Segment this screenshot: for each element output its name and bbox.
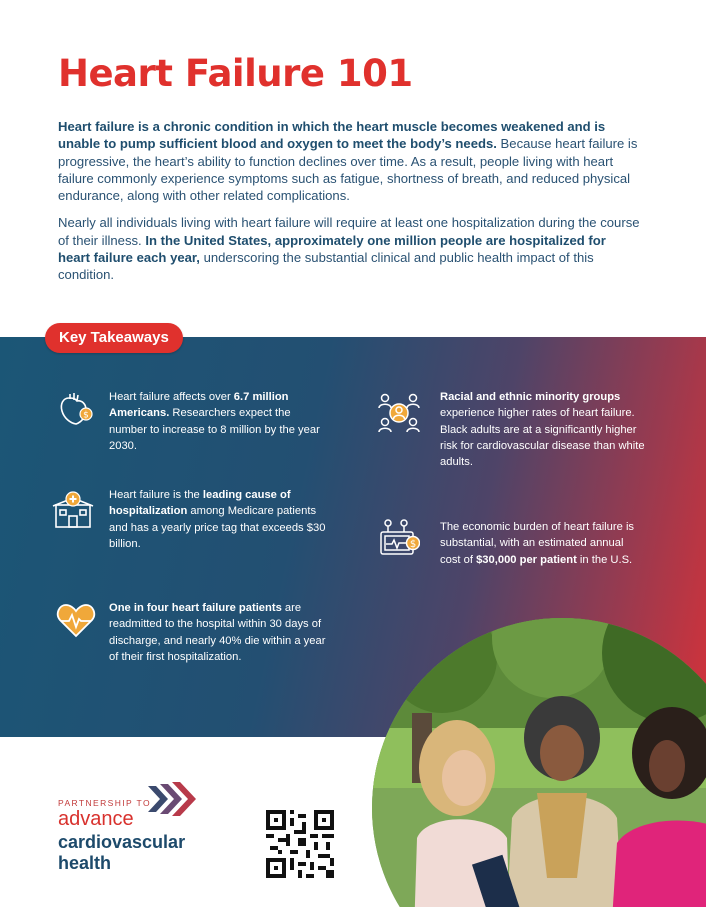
takeaway-5: The economic burden of heart failure is substantial, with an estimated annual cost of $30,000 per patient in the U.S. bbox=[440, 521, 635, 566]
logo-partnership-to: PARTNERSHIP TO bbox=[58, 798, 151, 808]
logo-chevrons-icon bbox=[144, 780, 206, 823]
monitor-cost-icon bbox=[378, 518, 420, 560]
heartbeat-icon bbox=[55, 600, 97, 642]
logo-cardiovascular: cardiovascular bbox=[58, 832, 186, 852]
intro-p2-a: Nearly all individuals living with heart failure will require at least one hospitalization during the course of their illness. bbox=[58, 215, 640, 248]
page-title: Heart Failure 101 bbox=[58, 52, 413, 95]
takeaway-4: Racial and ethnic minority groups experience higher rates of heart failure. Black adults are at a significantly higher risk for cardiovascular disease than white adults. bbox=[440, 391, 645, 469]
people-group-icon bbox=[378, 392, 420, 434]
intro-section bbox=[58, 118, 640, 294]
intro-p1-bold: Heart failure is a chronic condition in which the heart muscle becomes weakened and is unable to pump sufficient blood and oxygen to meet the body’s needs. bbox=[58, 119, 606, 152]
intro-paragraph-1 bbox=[58, 118, 640, 204]
hospital-icon bbox=[52, 488, 94, 530]
logo-health: health bbox=[58, 853, 112, 873]
intro-p2-rest: underscoring the substantial clinical and public health impact of this condition. bbox=[58, 250, 594, 283]
takeaway-3: One in four heart failure patients are readmitted to the hospital within 30 days of discharge, and nearly 40% die within a year of their first hospitalization. bbox=[109, 602, 326, 663]
svg-text:$: $ bbox=[409, 539, 417, 550]
heart-dollar-icon bbox=[55, 388, 97, 430]
intro-p2-bold: In the United States, approximately one million people are hospitalized for heart failure each year, bbox=[58, 232, 606, 266]
logo-advance: advance bbox=[58, 808, 134, 830]
intro-paragraph-2 bbox=[58, 214, 640, 283]
takeaway-1: Heart failure affects over 6.7 million Americans. Researchers expect the number to increase to 8 million by the year 2030. bbox=[109, 391, 320, 452]
intro-p1-rest: Because heart failure is progressive, the heart’s ability to function declines over time. As a result, people living with heart failure commonly experience symptoms such as fatigue, shortness of breath, and reduced physical endurance, along with other related complications. bbox=[58, 136, 638, 204]
qr-code[interactable] bbox=[266, 810, 334, 878]
takeaway-2: Heart failure is the leading cause of hospitalization among Medicare patients and has a yearly price tag that exceeds $30 billion. bbox=[109, 489, 326, 550]
svg-text:$: $ bbox=[83, 410, 89, 421]
key-takeaways-label: Key Takeaways bbox=[45, 323, 183, 353]
